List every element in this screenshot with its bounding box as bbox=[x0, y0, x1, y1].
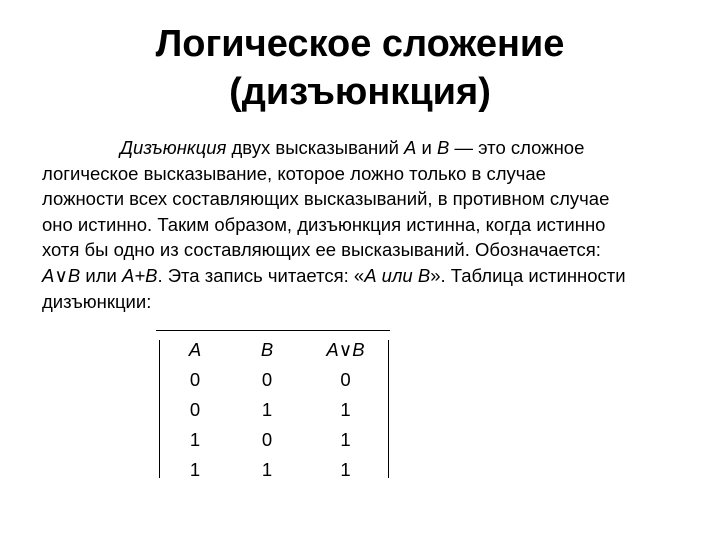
header-a-or-b-text: А∨В bbox=[326, 339, 365, 360]
term-disjunction: Дизъюнкция bbox=[120, 137, 227, 158]
header-b-text: В bbox=[260, 339, 274, 360]
text-fragment: двух высказываний bbox=[226, 137, 405, 158]
paragraph-line-7: дизъюнкции: bbox=[42, 290, 152, 312]
paragraph-line-3: ложности всех составляющих высказываний, в противном случае bbox=[42, 188, 610, 210]
formula-or: А∨В bbox=[42, 264, 81, 286]
table-row bbox=[159, 455, 388, 485]
text-fragment: . Эта запись читается: « bbox=[157, 264, 365, 286]
table-cell: 1 bbox=[340, 399, 351, 420]
var-b: В bbox=[437, 137, 450, 158]
title-line-1: Логическое сложение bbox=[155, 23, 565, 65]
formula-plus: А+В bbox=[121, 264, 158, 286]
header-a bbox=[159, 335, 231, 365]
truth-table-grid bbox=[159, 335, 388, 485]
text-fragment: и bbox=[416, 137, 438, 158]
table-header-row bbox=[159, 335, 388, 365]
definition-paragraph bbox=[42, 135, 692, 314]
table-cell: 1 bbox=[261, 459, 273, 480]
table-right-rule bbox=[388, 340, 389, 478]
paragraph-line-5: хотя бы одно из составляющих ее высказываний. Обозначается: bbox=[42, 239, 601, 261]
table-cell: 1 bbox=[189, 429, 201, 450]
table-cell: 0 bbox=[189, 369, 201, 390]
paragraph-line-4: оно истинно. Таким образом, дизъюнкция истинна, когда истинно bbox=[42, 213, 606, 235]
text-fragment: ». Таблица истинности bbox=[430, 264, 626, 286]
paragraph-line-2: логическое высказывание, которое ложно только в случае bbox=[42, 162, 546, 184]
text-fragment: — это сложное bbox=[449, 137, 585, 158]
table-cell: 1 bbox=[340, 429, 351, 450]
table-row bbox=[159, 365, 388, 395]
table-cell: 0 bbox=[261, 429, 273, 450]
paragraph-line-1 bbox=[42, 135, 692, 161]
text-fragment: или bbox=[80, 264, 122, 286]
table-row bbox=[159, 425, 388, 455]
table-cell: 0 bbox=[189, 399, 201, 420]
table-cell: 0 bbox=[261, 369, 273, 390]
header-b bbox=[231, 335, 303, 365]
paragraph-line-6 bbox=[42, 263, 692, 289]
title-line-2: (дизъюнкция) bbox=[229, 71, 491, 113]
table-cell: 0 bbox=[340, 369, 351, 390]
truth-table bbox=[156, 330, 392, 478]
table-row bbox=[159, 395, 388, 425]
table-cell: 1 bbox=[340, 459, 351, 480]
table-cell: 1 bbox=[189, 459, 201, 480]
var-a: А bbox=[404, 137, 417, 158]
slide-title bbox=[0, 20, 720, 116]
header-a-or-b bbox=[303, 335, 388, 365]
table-top-rule bbox=[156, 330, 390, 331]
header-a-text: А bbox=[188, 339, 202, 360]
reading-quote: А или В bbox=[364, 264, 431, 286]
table-cell: 1 bbox=[261, 399, 273, 420]
